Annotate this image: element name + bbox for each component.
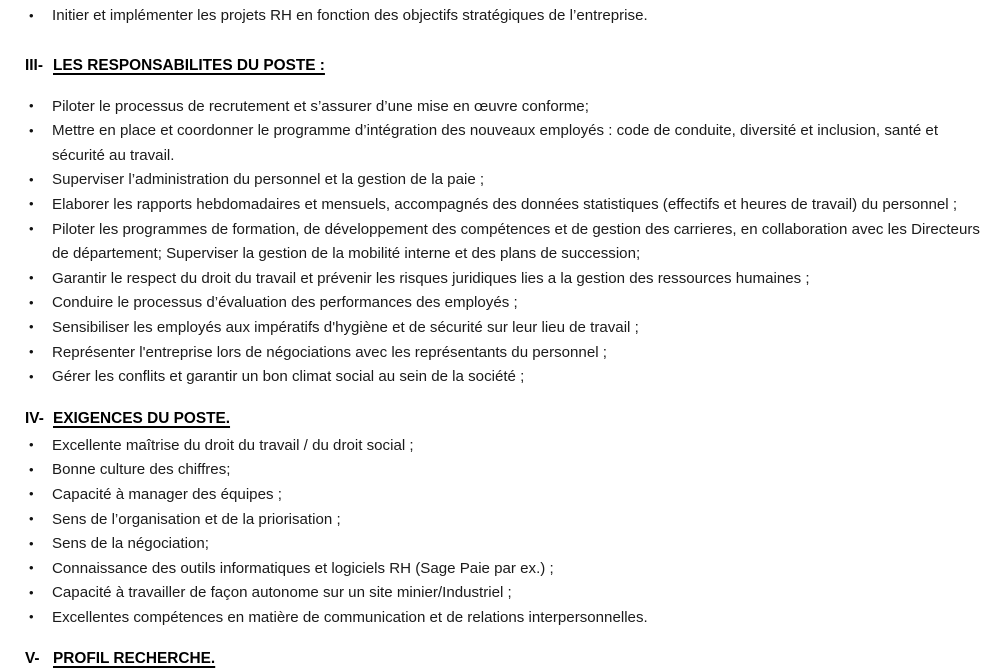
spacer-before-section-4 [0, 390, 1000, 408]
list-item: • Sens de la négociation; [0, 532, 1000, 557]
list-item: • Initier et implémenter les projets RH en fonction des objectifs stratégiques de l’entreprise. [0, 4, 1000, 29]
list-item: • Représenter l'entreprise lors de négociations avec les représentants du personnel ; [0, 341, 1000, 366]
exigences-bullet-list [0, 434, 1000, 631]
list-item: • Excellentes compétences en matière de communication et de relations interpersonnelles. [0, 606, 1000, 631]
list-item: • Piloter les programmes de formation, de développement des compétences et de gestion des carrieres, en collaboration avec les Directeurs de département; Superviser la gestion de la mobilité interne et des plans de succession; [0, 218, 1000, 267]
list-item: • Capacité à manager des équipes ; [0, 483, 1000, 508]
section-numeral: IV- [25, 409, 44, 427]
list-item: • Capacité à travailler de façon autonome sur un site minier/Industriel ; [0, 581, 1000, 606]
list-item: • Sens de l’organisation et de la priorisation ; [0, 508, 1000, 533]
spacer-before-section-3 [0, 29, 1000, 55]
list-item: • Elaborer les rapports hebdomadaires et mensuels, accompagnés des données statistiques (effectifs et heures de travail) du personnel ; [0, 193, 1000, 218]
list-item: • Garantir le respect du droit du travail et prévenir les risques juridiques lies a la gestion des ressources humaines ; [0, 267, 1000, 292]
section-heading-profil [0, 648, 1000, 670]
list-item: • Connaissance des outils informatiques et logiciels RH (Sage Paie par ex.) ; [0, 557, 1000, 582]
section-title: LES RESPONSABILITES DU POSTE : [53, 56, 325, 74]
list-item: • Excellente maîtrise du droit du travail / du droit social ; [0, 434, 1000, 459]
section-title: EXIGENCES DU POSTE. [53, 409, 231, 427]
list-item: • Mettre en place et coordonner le programme d’intégration des nouveaux employés : code de conduite, diversité et inclusion, santé et sécurité au travail. [0, 119, 1000, 168]
list-item: • Gérer les conflits et garantir un bon climat social au sein de la société ; [0, 365, 1000, 390]
spacer-before-section-5 [0, 630, 1000, 648]
list-item: • Sensibiliser les employés aux impératifs d'hygiène et de sécurité sur leur lieu de travail ; [0, 316, 1000, 341]
section-title: PROFIL RECHERCHE. [53, 650, 216, 668]
list-item: • Bonne culture des chiffres; [0, 458, 1000, 483]
list-item: • Superviser l’administration du personnel et la gestion de la paie ; [0, 168, 1000, 193]
section-numeral: III- [25, 56, 43, 74]
intro-bullet-list [0, 4, 1000, 29]
section-heading-exigences [0, 408, 1000, 430]
section-numeral: V- [25, 650, 40, 668]
list-item: • Conduire le processus d’évaluation des performances des employés ; [0, 291, 1000, 316]
section-heading-responsabilites [0, 55, 1000, 77]
list-item: • Piloter le processus de recrutement et s’assurer d’une mise en œuvre conforme; [0, 95, 1000, 120]
spacer-after-section-3-heading [0, 77, 1000, 95]
responsabilites-bullet-list [0, 95, 1000, 390]
